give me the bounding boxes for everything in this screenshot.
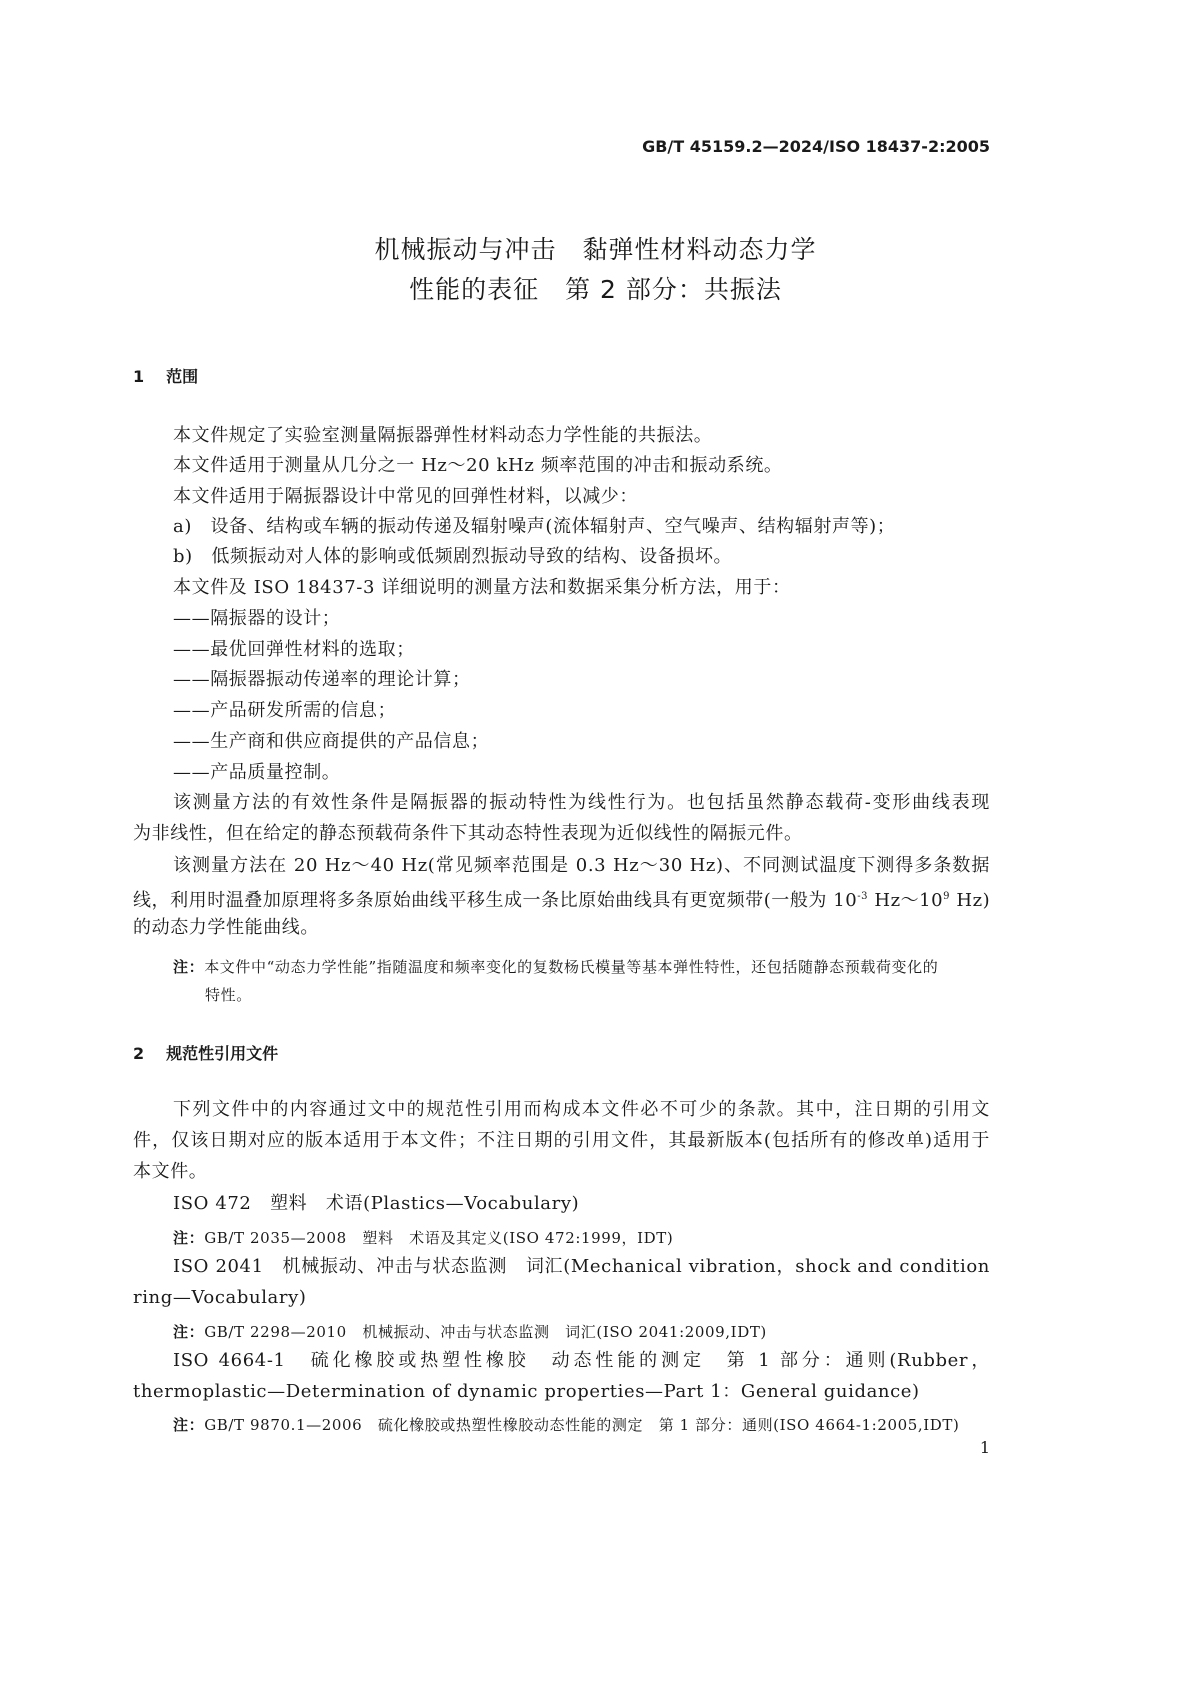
note xyxy=(173,956,990,978)
section-number: 1 xyxy=(133,367,145,386)
text: 线，利用时温叠加原理将多条原始曲线平移生成一条比原始曲线具有更宽频带(一般为 10 xyxy=(133,890,858,911)
reference-continuation: ring—Vocabulary) xyxy=(133,1287,307,1308)
note-continuation: 特性。 xyxy=(205,986,252,1004)
dash-list-item: ——产品研发所需的信息； xyxy=(173,700,397,721)
text: Hz) xyxy=(950,890,991,911)
paragraph-line: 的动态力学性能曲线。 xyxy=(133,917,319,938)
paragraph-line: 该测量方法的有效性条件是隔振器的振动特性为线性行为。也包括虽然静态载荷-变形曲线表现 xyxy=(173,792,990,813)
paragraph-line: 本文件。 xyxy=(133,1161,208,1182)
list-item-b: b) 低频振动对人体的影响或低频剧烈振动导致的结构、设备损坏。 xyxy=(173,546,733,567)
dash-list-item: ——隔振器的设计； xyxy=(173,608,341,629)
document-title-line-2: 性能的表征 第 2 部分：共振法 xyxy=(409,275,782,304)
paragraph-line: 件，仅该日期对应的版本适用于本文件；不注日期的引用文件，其最新版本(包括所有的修改单)适用于 xyxy=(133,1130,990,1151)
note-text: 本文件中“动态力学性能”指随温度和频率变化的复数杨氏模量等基本弹性特性，还包括随静态预载荷变化的 xyxy=(204,958,939,976)
paragraph-line: 本文件适用于测量从几分之一 Hz～20 kHz 频率范围的冲击和振动系统。 xyxy=(173,455,783,476)
reference-iso-2041: ISO 2041 机械振动、冲击与状态监测 词汇(Mechanical vibration，shock and condition xyxy=(173,1256,990,1277)
section-number: 2 xyxy=(133,1044,145,1063)
paragraph-line xyxy=(133,886,990,912)
section-title: 范围 xyxy=(166,367,199,386)
note xyxy=(173,1414,990,1436)
paragraph-line: 本文件及 ISO 18437-3 详细说明的测量方法和数据采集分析方法，用于： xyxy=(173,577,791,598)
reference-iso-472: ISO 472 塑料 术语(Plastics—Vocabulary) xyxy=(173,1193,580,1214)
note-label: 注： xyxy=(173,1323,205,1341)
note-label: 注： xyxy=(173,1229,205,1247)
reference-iso-4664-1: ISO 4664-1 硫化橡胶或热塑性橡胶 动态性能的测定 第 1 部分：通则(Rubber， xyxy=(173,1350,990,1371)
note-text: GB/T 9870.1—2006 硫化橡胶或热塑性橡胶动态性能的测定 第 1 部分：通则(ISO 4664-1:2005,IDT) xyxy=(204,1416,960,1434)
paragraph-line: 本文件规定了实验室测量隔振器弹性材料动态力学性能的共振法。 xyxy=(173,425,713,446)
section-title: 规范性引用文件 xyxy=(166,1044,279,1063)
list-item-a: a) 设备、结构或车辆的振动传递及辐射噪声(流体辐射声、空气噪声、结构辐射声等)； xyxy=(173,516,896,537)
dash-list-item: ——隔振器振动传递率的理论计算； xyxy=(173,669,471,690)
text: Hz～10 xyxy=(868,890,944,911)
document-title-line-1: 机械振动与冲击 黏弹性材料动态力学 xyxy=(374,235,817,264)
note-text: GB/T 2035—2008 塑料 术语及其定义(ISO 472:1999，IDT) xyxy=(204,1229,674,1247)
paragraph-line: 下列文件中的内容通过文中的规范性引用而构成本文件必不可少的条款。其中，注日期的引用文 xyxy=(173,1099,990,1120)
paragraph-line: 该测量方法在 20 Hz～40 Hz(常见频率范围是 0.3 Hz～30 Hz)、不同测试温度下测得多条数据 xyxy=(173,855,990,876)
paragraph-line: 为非线性，但在给定的静态预载荷条件下其动态特性表现为近似线性的隔振元件。 xyxy=(133,823,803,844)
paragraph-line: 本文件适用于隔振器设计中常见的回弹性材料，以减少： xyxy=(173,486,638,507)
note-label: 注： xyxy=(173,958,205,976)
section-2-heading xyxy=(133,1041,278,1064)
superscript: 9 xyxy=(943,891,951,902)
note xyxy=(173,1321,990,1343)
section-1-heading xyxy=(133,364,198,387)
reference-continuation: thermoplastic—Determination of dynamic properties—Part 1：General guidance) xyxy=(133,1381,920,1402)
note xyxy=(173,1227,990,1249)
dash-list-item: ——产品质量控制。 xyxy=(173,762,341,783)
dash-list-item: ——生产商和供应商提供的产品信息； xyxy=(173,731,490,752)
dash-list-item: ——最优回弹性材料的选取； xyxy=(173,639,415,660)
standard-number-header: GB/T 45159.2—2024/ISO 18437-2:2005 xyxy=(642,137,990,156)
page-number: 1 xyxy=(979,1438,990,1457)
note-label: 注： xyxy=(173,1416,205,1434)
superscript: -3 xyxy=(857,891,869,902)
note-text: GB/T 2298—2010 机械振动、冲击与状态监测 词汇(ISO 2041:2009,IDT) xyxy=(204,1323,767,1341)
